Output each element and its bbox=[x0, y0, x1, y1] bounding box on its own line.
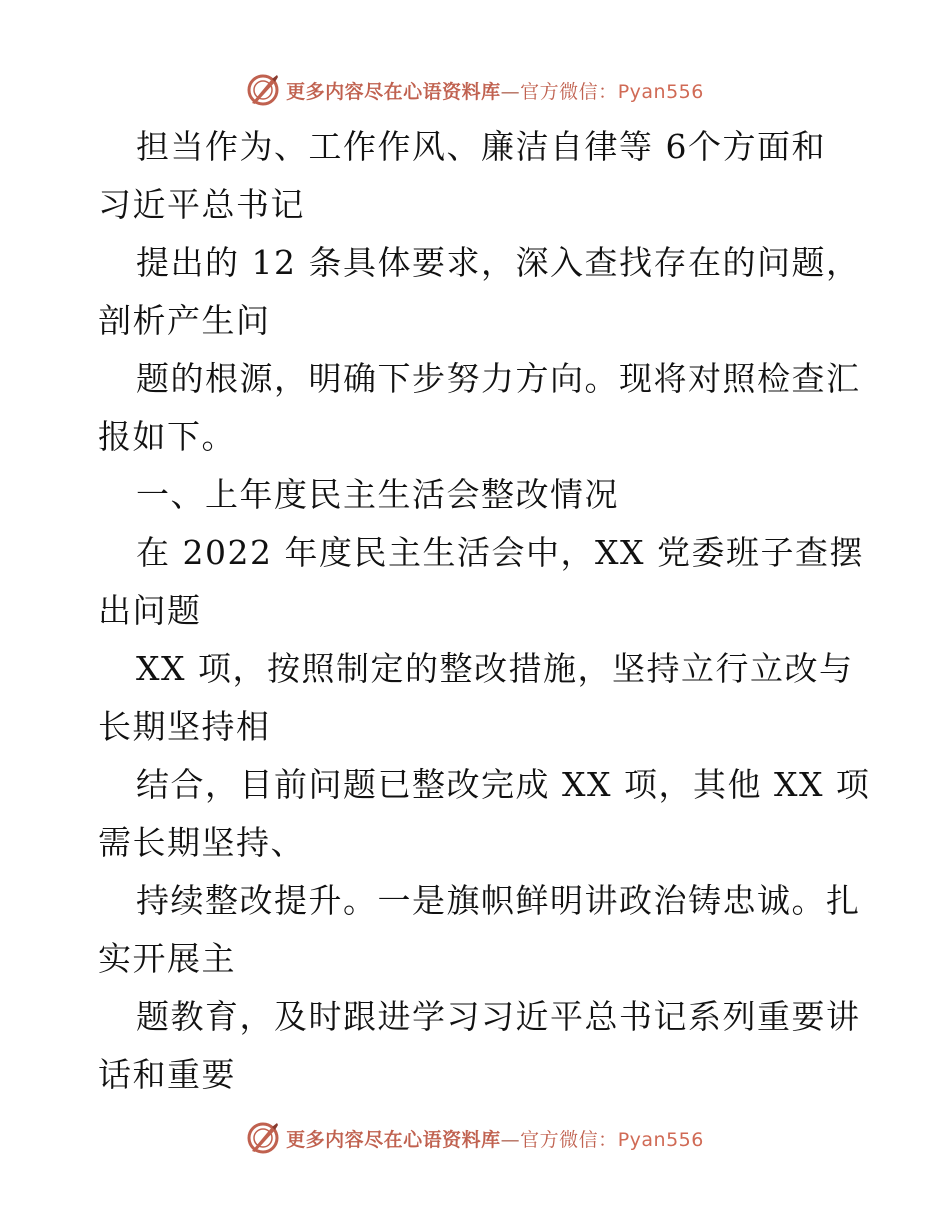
watermark-text bbox=[286, 1125, 704, 1152]
body-line: 提出的 12 条具体要求，深入查找存在的问题， bbox=[136, 243, 861, 282]
body-line: 实开展主 bbox=[98, 939, 236, 978]
watermark-dash: — bbox=[500, 80, 521, 103]
body-line: 剖析产生问 bbox=[98, 301, 271, 340]
body-line: 长期坚持相 bbox=[98, 707, 271, 746]
body-line: 习近平总书记 bbox=[98, 185, 305, 224]
watermark-main: 更多内容尽在心语资料库 bbox=[286, 80, 501, 103]
document-body bbox=[98, 118, 871, 1104]
watermark-handle: Pyan556 bbox=[617, 1128, 704, 1151]
body-line: 题教育，及时跟进学习习近平总书记系列重要讲 bbox=[136, 997, 861, 1036]
watermark-handle: Pyan556 bbox=[617, 80, 704, 103]
watermark-contact-label: 官方微信： bbox=[520, 1128, 618, 1151]
quill-pen-logo-icon bbox=[246, 73, 280, 107]
body-line: 在 2022 年度民主生活会中，XX 党委班子查摆 bbox=[136, 533, 864, 572]
body-line: 出问题 bbox=[98, 591, 202, 630]
body-line: 报如下。 bbox=[98, 417, 236, 456]
watermark-dash: — bbox=[500, 1128, 521, 1151]
body-line: XX 项，按照制定的整改措施，坚持立行立改与 bbox=[136, 649, 854, 688]
header-watermark-banner bbox=[0, 70, 950, 110]
quill-pen-logo-icon bbox=[246, 1121, 280, 1155]
body-line: 需长期坚持、 bbox=[98, 823, 305, 862]
watermark-contact-label: 官方微信： bbox=[520, 80, 618, 103]
body-line: 话和重要 bbox=[98, 1055, 236, 1094]
body-line: 持续整改提升。一是旗帜鲜明讲政治铸忠诚。扎 bbox=[136, 881, 861, 920]
section-heading: 一、上年度民主生活会整改情况 bbox=[136, 475, 619, 514]
body-line: 结合，目前问题已整改完成 XX 项，其他 XX 项 bbox=[136, 765, 871, 804]
watermark-main: 更多内容尽在心语资料库 bbox=[286, 1128, 501, 1151]
watermark-text bbox=[286, 77, 704, 104]
footer-watermark-banner bbox=[0, 1118, 950, 1158]
body-line: 题的根源，明确下步努力方向。现将对照检查汇 bbox=[136, 359, 861, 398]
body-line: 担当作为、工作作风、廉洁自律等 6个方面和 bbox=[136, 127, 826, 166]
